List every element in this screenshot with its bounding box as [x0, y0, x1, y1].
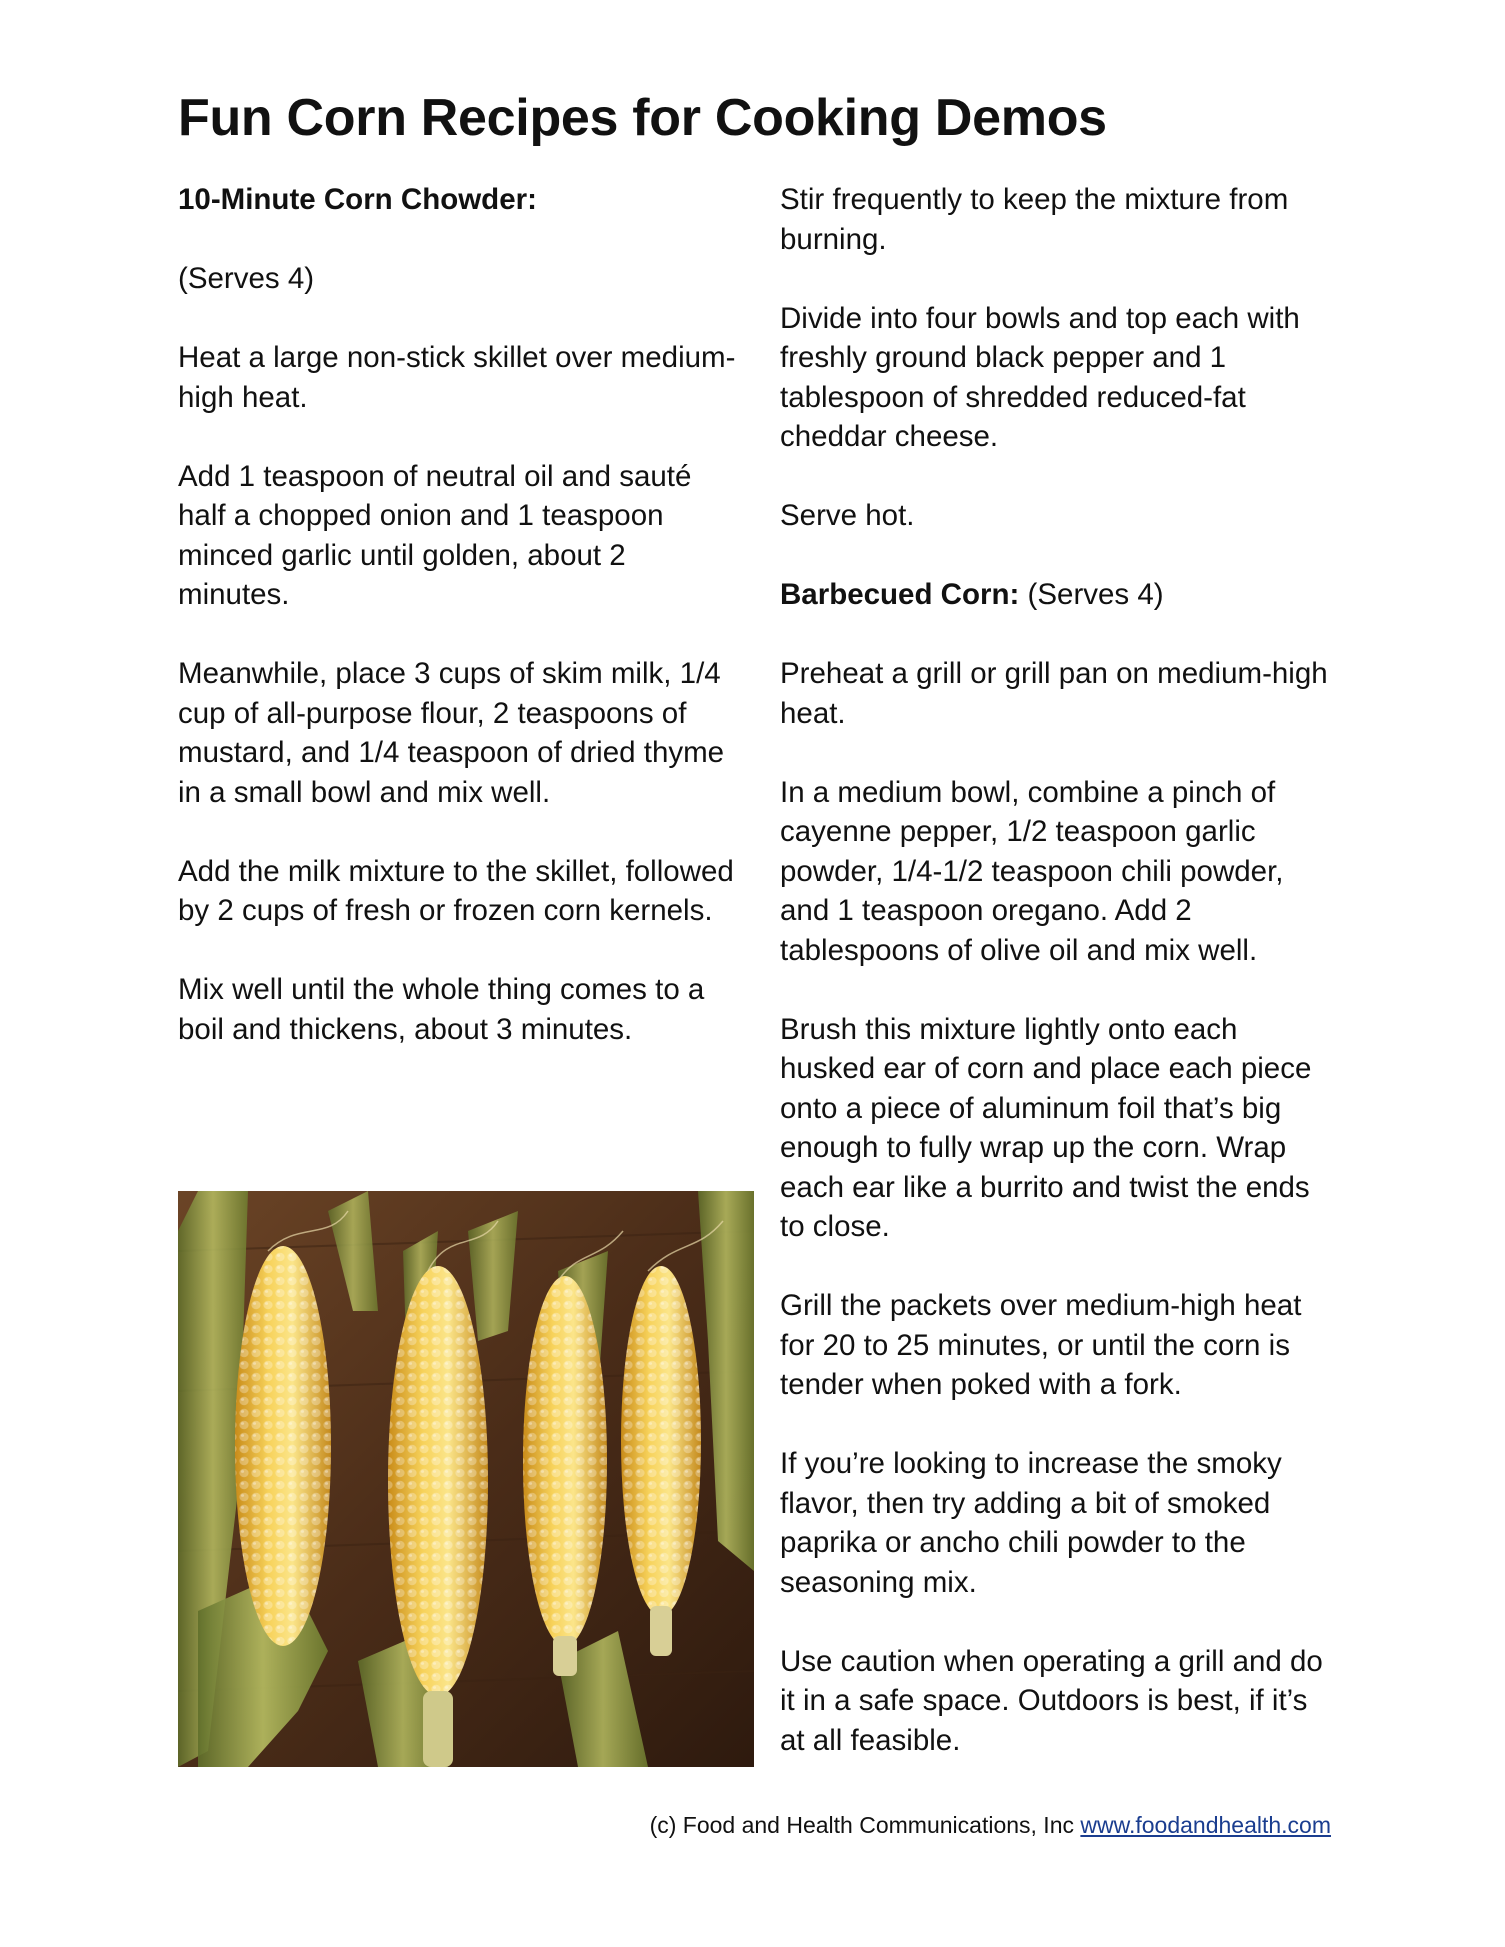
barbecued-step: Brush this mixture lightly onto each husked ear of corn and place each piece onto a piece of aluminum foil that’s big enough to fully wrap up the corn. Wrap each ear like a burrito and twist the ends to close. — [780, 1012, 1312, 1243]
footer-copyright: (c) Food and Health Communications, Inc — [649, 1812, 1074, 1838]
page-title: Fun Corn Recipes for Cooking Demos — [178, 89, 1107, 147]
chowder-serves: (Serves 4) — [178, 262, 315, 295]
barbecued-serves: (Serves 4) — [1027, 578, 1164, 611]
chowder-step: Add 1 teaspoon of neutral oil and sauté half a chopped onion and 1 teaspoon minced garlic until golden, about 2 minutes. — [178, 459, 692, 611]
chowder-step: Meanwhile, place 3 cups of skim milk, 1/4 cup of all-purpose flour, 2 teaspoons of mustard, and 1/4 teaspoon of dried thyme in a small bowl and mix well. — [178, 657, 725, 809]
barbecued-step: In a medium bowl, combine a pinch of cayenne pepper, 1/2 teaspoon garlic powder, 1/4-1/2 teaspoon chili powder, and 1 teaspoon oregano. Add 2 tablespoons of olive oil and mix well. — [780, 775, 1284, 967]
chowder-step: Serve hot. — [780, 499, 915, 532]
barbecued-step: Grill the packets over medium-high heat for 20 to 25 minutes, or until the corn is tender when poked with a fork. — [780, 1289, 1302, 1401]
right-column — [780, 180, 1340, 1800]
barbecued-heading: Barbecued Corn: — [780, 578, 1020, 611]
chowder-step: Add the milk mixture to the skillet, followed by 2 cups of fresh or frozen corn kernels. — [178, 854, 734, 927]
footer-link[interactable]: www.foodandhealth.com — [1080, 1812, 1331, 1838]
chowder-heading: 10-Minute Corn Chowder: — [178, 183, 537, 216]
left-column — [178, 180, 738, 1089]
chowder-step: Mix well until the whole thing comes to a boil and thickens, about 3 minutes. — [178, 973, 705, 1046]
chowder-step: Stir frequently to keep the mixture from burning. — [780, 183, 1289, 256]
footer — [650, 1810, 1331, 1840]
barbecued-step: Use caution when operating a grill and do it in a safe space. Outdoors is best, if it’s at all feasible. — [780, 1644, 1323, 1757]
chowder-step: Divide into four bowls and top each with freshly ground black pepper and 1 tablespoon of shredded reduced-fat cheddar cheese. — [780, 301, 1300, 453]
barbecued-step: If you’re looking to increase the smoky flavor, then try adding a bit of smoked paprika or ancho chili powder to the seasoning mix. — [780, 1447, 1282, 1599]
barbecued-step: Preheat a grill or grill pan on medium-high heat. — [780, 657, 1328, 730]
corn-photo-icon — [178, 1191, 754, 1767]
chowder-step: Heat a large non-stick skillet over medium-high heat. — [178, 341, 736, 414]
barbecued-heading-line — [780, 575, 1340, 615]
